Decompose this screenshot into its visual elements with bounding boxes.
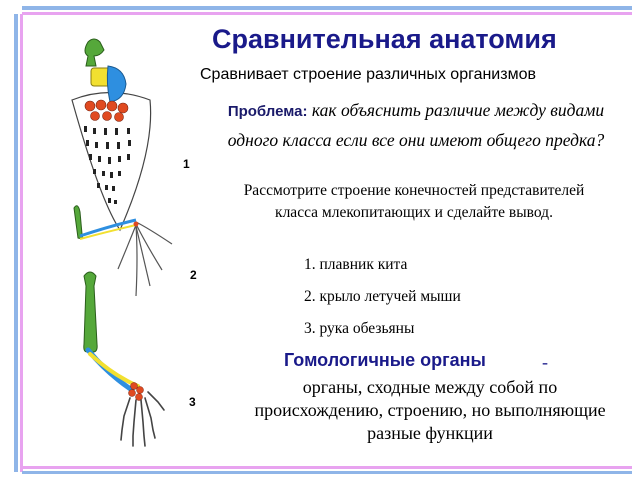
frame-left-pink [20, 14, 23, 472]
slide-title: Сравнительная анатомия [212, 24, 557, 54]
problem-question: как объяснить различие между видами одного класса если все они имеют общего предка? [227, 100, 605, 150]
limb-illustrations [60, 30, 190, 460]
problem-label: Проблема: [227, 103, 308, 120]
figure-number-2: 2 [190, 268, 197, 282]
frame-bottom-blue [22, 471, 632, 474]
slide-subtitle: Сравнивает строение различных организмов [200, 66, 536, 83]
frame-left-blue [14, 14, 18, 472]
option-whale-flipper: 1. плавник кита [304, 256, 408, 273]
primate-arm-bones-icon [84, 272, 164, 446]
homologous-organs-definition: органы, сходные между собой по происхождению, строению, но выполняющие разные функции [254, 377, 606, 443]
option-bat-wing: 2. крыло летучей мыши [304, 288, 461, 305]
problem-block [226, 96, 606, 154]
frame-top-pink [22, 12, 632, 15]
task-text: Рассмотрите строение конечностей представителей класса млекопитающих и сделайте вывод. [243, 182, 585, 221]
frame-bottom-pink [22, 466, 632, 469]
figure-number-1: 1 [183, 157, 190, 171]
homologous-organs-heading: Гомологичные органы [284, 350, 486, 370]
homologous-dash: - [542, 352, 548, 372]
option-monkey-arm: 3. рука обезьяны [304, 320, 415, 337]
whale-flipper-bones-icon [72, 39, 151, 230]
frame-top-blue [22, 6, 632, 10]
figure-number-3: 3 [189, 395, 196, 409]
